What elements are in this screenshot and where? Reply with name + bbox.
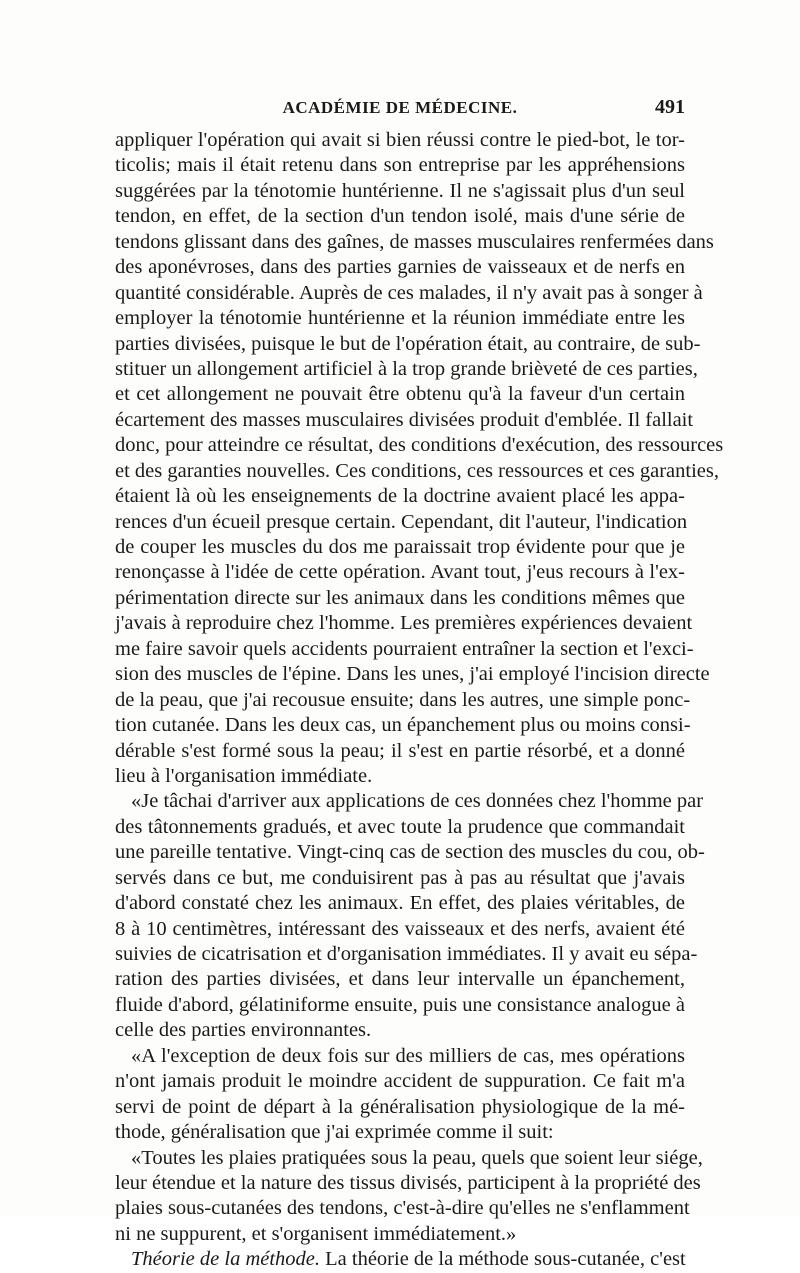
text-line: donc, pour atteindre ce résultat, des conditions d'exécution, des ressources [115, 434, 724, 457]
text-line [115, 1247, 685, 1272]
page-number: 491 [655, 96, 685, 118]
text-line: des aponévroses, dans des parties garnies de vaisseaux et de nerfs en [115, 256, 685, 279]
text-line: appliquer l'opération qui avait si bien réussi contre le pied-bot, le tor- [115, 129, 685, 151]
text-line: celle des parties environnantes. [115, 1019, 372, 1042]
text-line: de la peau, que j'ai recousue ensuite; dans les autres, une simple ponc- [115, 688, 691, 711]
text-line: j'avais à reproduire chez l'homme. Les premières expériences devaient [115, 612, 693, 635]
text-line: tendons glissant dans des gaînes, de masses musculaires renfermées dans [115, 230, 714, 253]
text-line: et des garanties nouvelles. Ces conditions, ces ressources et ces garanties, [115, 459, 719, 482]
text-line: parties divisées, puisque le but de l'opération était, au contraire, de sub- [115, 332, 701, 355]
text-line: plaies sous-cutanées des tendons, c'est-à-dire qu'elles ne s'enflamment [115, 1197, 690, 1220]
text-line: servi de point de départ à la généralisation physiologique de la mé- [115, 1095, 685, 1118]
text-line: me faire savoir quels accidents pourraient entraîner la section et l'exci- [115, 637, 694, 660]
text-line: une pareille tentative. Vingt-cinq cas de section des muscles du cou, ob- [115, 841, 705, 864]
text-line: n'ont jamais produit le moindre accident de suppuration. Ce fait m'a [115, 1070, 685, 1093]
text-line: sion des muscles de l'épine. Dans les unes, j'ai employé l'incision directe [115, 663, 710, 686]
text-line: ticolis; mais il était retenu dans son entreprise par les appréhensions [115, 154, 685, 177]
text-line: périmentation directe sur les animaux dans les conditions mêmes que [115, 586, 685, 609]
text-line: stituer un allongement artificiel à la trop grande brièveté de ces parties, [115, 357, 698, 380]
text-line: suivies de cicatrisation et d'organisation immédiates. Il y avait eu sépa- [115, 943, 698, 965]
text-line: fluide d'abord, gélatiniforme ensuite, puis une consistance analogue à [115, 993, 685, 1016]
text-line: renonçasse à l'idée de cette opération. Avant tout, j'eus recours à l'ex- [115, 561, 685, 584]
page-header [115, 98, 685, 124]
body-text [115, 128, 724, 1273]
text-line: ni ne suppurent, et s'organisent immédiatement.» [115, 1222, 517, 1245]
text-run: La théorie de la méthode sous-cutanée, c'est [325, 1248, 686, 1271]
text-line: quantité considérable. Auprès de ces malades, il n'y avait pas à songer à [115, 281, 703, 304]
text-line: de couper les muscles du dos me paraissait trop évidente pour que je [115, 536, 685, 558]
text-line: «A l'exception de deux fois sur des milliers de cas, mes opérations [131, 1044, 685, 1067]
text-line: suggérées par la ténotomie huntérienne. Il ne s'agissait plus d'un seul [115, 179, 685, 202]
text-line: lieu à l'organisation immédiate. [115, 764, 373, 787]
text-line: tion cutanée. Dans les deux cas, un épanchement plus ou moins consi- [115, 714, 691, 737]
text-line: «Toutes les plaies pratiquées sous la peau, quels que soient leur siége, [131, 1146, 703, 1169]
text-line: écartement des masses musculaires divisées produit d'emblée. Il fallait [115, 408, 694, 431]
text-line: leur étendue et la nature des tissus divisés, participent à la propriété des [115, 1171, 701, 1194]
section-heading-inline: Théorie de la méthode. [131, 1248, 321, 1271]
text-line: tendon, en effet, de la section d'un tendon isolé, mais d'une série de [115, 205, 685, 228]
text-line: «Je tâchai d'arriver aux applications de ces données chez l'homme par [131, 790, 704, 813]
text-line: thode, généralisation que j'ai exprimée comme il suit: [115, 1121, 554, 1144]
text-line: étaient là où les enseignements de la doctrine avaient placé les appa- [115, 485, 685, 508]
text-line: servés dans ce but, me conduisirent pas à pas au résultat que j'avais [115, 866, 685, 889]
text-line: d'abord constaté chez les animaux. En effet, des plaies véritables, de [115, 892, 685, 915]
text-line: des tâtonnements gradués, et avec toute la prudence que commandait [115, 815, 685, 838]
text-line: dérable s'est formé sous la peau; il s'est en partie résorbé, et a donné [115, 739, 685, 762]
text-line: employer la ténotomie huntérienne et la réunion immédiate entre les [115, 307, 685, 330]
text-line: ration des parties divisées, et dans leur intervalle un épanchement, [115, 968, 685, 991]
running-title: ACADÉMIE DE MÉDECINE. [282, 98, 518, 117]
text-line: rences d'un écueil presque certain. Cependant, dit l'auteur, l'indication [115, 510, 688, 533]
text-line: et cet allongement ne pouvait être obtenu qu'à la faveur d'un certain [115, 383, 685, 406]
text-line: 8 à 10 centimètres, intéressant des vaisseaux et des nerfs, avaient été [115, 917, 685, 940]
